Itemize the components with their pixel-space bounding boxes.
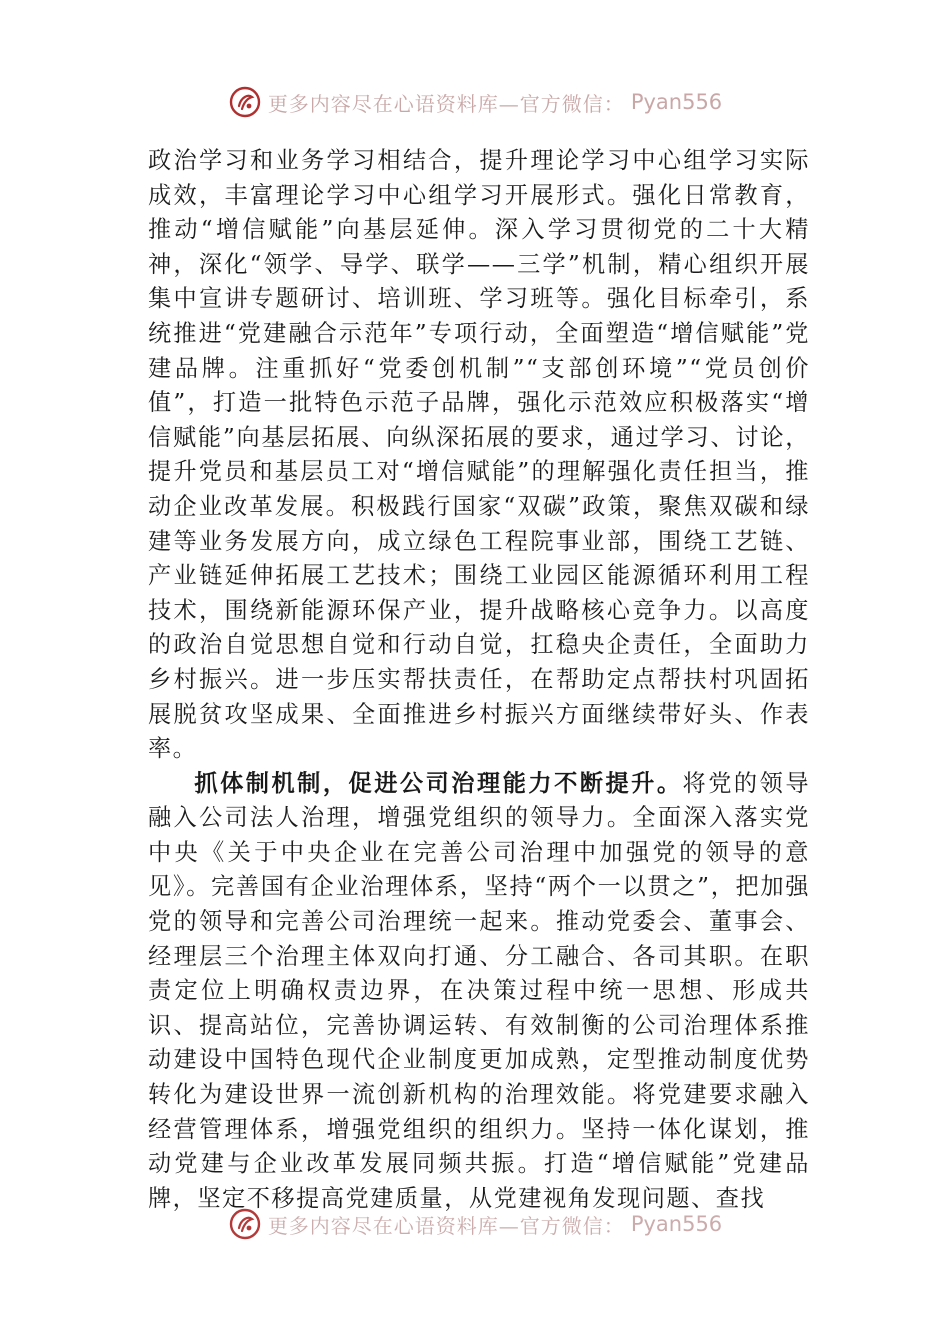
watermark-text: 更多内容尽在心语资料库—官方微信： [267, 1213, 625, 1238]
document-body [148, 144, 810, 1216]
watermark-id: Pyan556 [630, 90, 723, 114]
paragraph-2 [148, 767, 810, 1217]
paragraph-1: 政治学习和业务学习相结合，提升理论学习中心组学习实际成效，丰富理论学习中心组学习开展形式。强化日常教育，推动“增信赋能”向基层延伸。深入学习贯彻党的二十大精神，深化“领学、导学、联学——三学”机制，精心组织开展集中宣讲专题研讨、培训班、学习班等。强化目标牵引，系统推进“党建融合示范年”专项行动，全面塑造“增信赋能”党建品牌。注重抓好“党委创机制”“支部创环境”“党员创价值”，打造一批特色示范子品牌，强化示范效应积极落实“增信赋能”向基层拓展、向纵深拓展的要求，通过学习、讨论，提升党员和基层员工对“增信赋能”的理解强化责任担当，推动企业改革发展。积极践行国家“双碳”政策，聚焦双碳和绿建等业务发展方向，成立绿色工程院事业部，围绕工艺链、产业链延伸拓展工艺技术；围绕工业园区能源循环利用工程技术，围绕新能源环保产业，提升战略核心竞争力。以高度的政治自觉思想自觉和行动自觉，扛稳央企责任，全面助力乡村振兴。进一步压实帮扶责任，在帮助定点帮扶村巩固拓展脱贫攻坚成果、全面推进乡村振兴方面继续带好头、作表率。 [148, 147, 810, 763]
paragraph-2-text: 将党的领导融入公司法人治理，增强党组织的领导力。全面深入落实党中央《关于中央企业在完善公司治理中加强党的领导的意见》。完善国有企业治理体系，坚持“两个一以贯之”，把加强党的领导和完善公司治理统一起来。推动党委会、董事会、经理层三个治理主体双向打通、分工融合、各司其职。在职责定位上明确权责边界，在决策过程中统一思想、形成共识、提高站位，完善协调运转、有效制衡的公司治理体系推动建设中国特色现代企业制度更加成熟，定型推动制度优势转化为建设世界一流创新机构的治理效能。将党建要求融入经营管理体系，增强党组织的组织力。坚持一体化谋划，推动党建与企业改革发展同频共振。打造“增信赋能”党建品牌，坚定不移提高党建质量，从党建视角发现问题、查找 [148, 769, 811, 1212]
watermark-footer [0, 1206, 950, 1242]
paragraph-2-lead: 抓体制机制，促进公司治理能力不断提升。 [194, 769, 683, 797]
logo-icon [228, 1207, 262, 1241]
watermark-text: 更多内容尽在心语资料库—官方微信： [267, 91, 625, 116]
watermark-header [0, 84, 950, 120]
watermark-id: Pyan556 [630, 1212, 723, 1236]
logo-icon [228, 85, 262, 119]
